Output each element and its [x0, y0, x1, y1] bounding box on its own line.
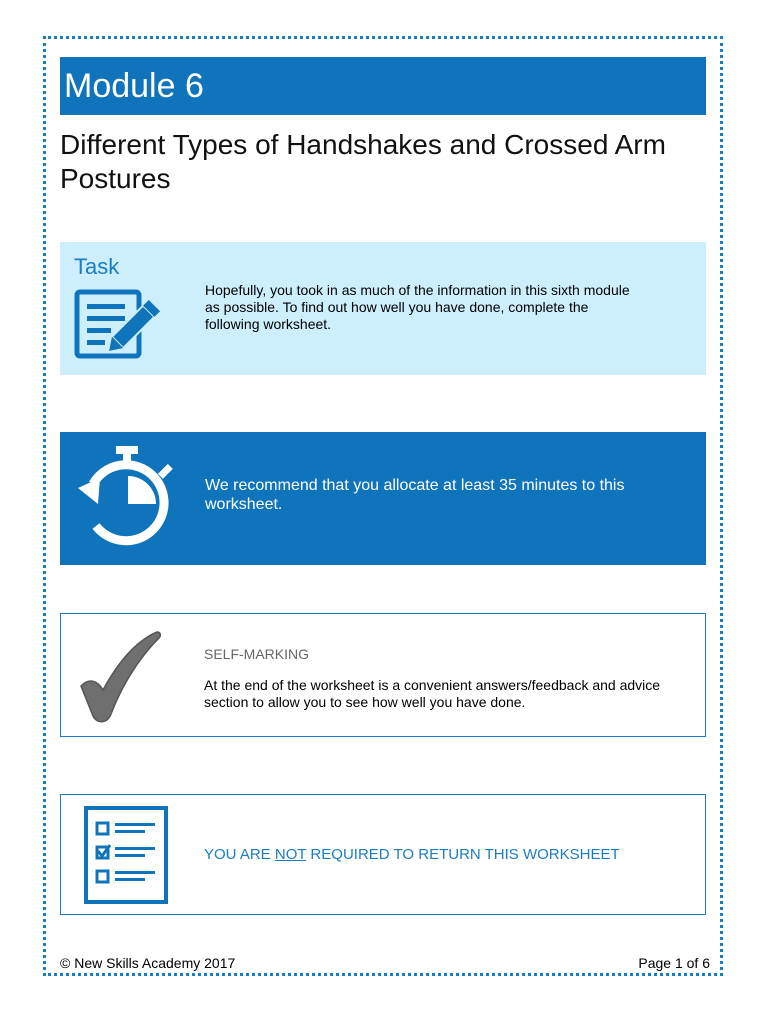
- checkmark-icon: [75, 628, 165, 724]
- task-description: Hopefully, you took in as much of the information in this sixth module as possible. To find out how well you have done, complete the following worksheet.: [205, 282, 630, 332]
- stopwatch-icon: [68, 440, 186, 558]
- task-panel: [60, 242, 706, 375]
- task-title: Task: [74, 254, 120, 279]
- self-marking-panel: [60, 613, 706, 737]
- return-notice-panel: [60, 794, 706, 915]
- module-banner: [60, 57, 706, 115]
- self-marking-description: At the end of the worksheet is a convenient answers/feedback and advice section to allow you to see how well you have done.: [204, 677, 661, 710]
- return-notice-emphasis: NOT: [274, 846, 307, 863]
- worksheet-pencil-icon: [74, 286, 170, 362]
- self-marking-title: SELF-MARKING: [204, 646, 310, 662]
- footer-copyright: © New Skills Academy 2017: [60, 955, 236, 971]
- return-notice-prefix: YOU ARE: [204, 846, 275, 863]
- time-recommendation: We recommend that you allocate at least 35 minutes to this worksheet.: [205, 477, 625, 513]
- time-panel: [60, 432, 706, 565]
- page-subtitle: Different Types of Handshakes and Crossed Arm Postures: [60, 129, 666, 194]
- checklist-icon: [83, 805, 169, 905]
- return-notice-text: [204, 846, 620, 863]
- footer-page-number: Page 1 of 6: [638, 955, 710, 971]
- module-title: Module 6: [64, 67, 204, 105]
- return-notice-suffix: REQUIRED TO RETURN THIS WORKSHEET: [306, 846, 620, 863]
